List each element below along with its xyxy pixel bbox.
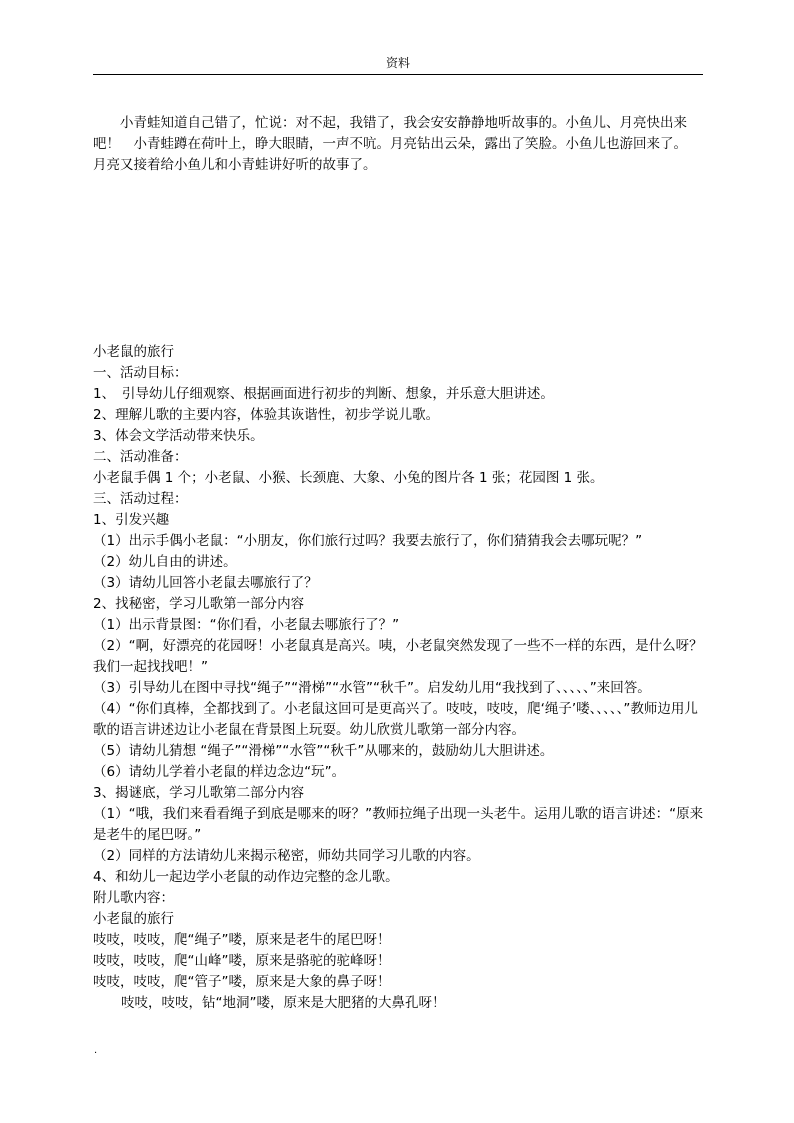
document-body xyxy=(93,113,705,1014)
lesson-line: （2）同样的方法请幼儿来揭示秘密，师幼共同学习儿歌的内容。 xyxy=(93,848,480,864)
page-header xyxy=(93,56,703,75)
lesson-line: （3）请幼儿回答小老鼠去哪旅行了？ xyxy=(93,575,318,591)
lesson-line: 1、引发兴趣 xyxy=(93,512,170,528)
lesson-line: （1）出示背景图：“你们看，小老鼠去哪旅行了？” xyxy=(93,617,400,633)
lesson-line: 小老鼠手偶 1 个；小老鼠、小猴、长颈鹿、大象、小兔的图片各 1 张；花园图 1 张。 xyxy=(93,470,604,486)
story-paragraph-2: 月亮又接着给小鱼儿和小青蛙讲好听的故事了。 xyxy=(93,157,377,173)
lesson-line: 2、找秘密，学习儿歌第一部分内容 xyxy=(93,596,305,612)
lesson-line: 2、理解儿歌的主要内容，体验其诙谐性，初步学说儿歌。 xyxy=(93,407,440,423)
lesson-line: 1、 引导幼儿仔细观察、根据画面进行初步的判断、想象，并乐意大胆讲述。 xyxy=(93,386,554,402)
lesson-line: （5）请幼儿猜想 “绳子”“滑梯”“水管”“秋千”从哪来的，鼓励幼儿大胆讲述。 xyxy=(93,743,554,759)
footer-mark: . xyxy=(94,1045,98,1056)
lesson-line: 3、揭谜底，学习儿歌第二部分内容 xyxy=(93,785,305,801)
lesson-line: 附儿歌内容： xyxy=(93,890,174,906)
lesson-line: 三、活动过程： xyxy=(93,491,188,507)
lesson-line: （6）请幼儿学着小老鼠的样边念边“玩”。 xyxy=(93,764,346,780)
lesson-line: （4）“你们真棒，全都找到了。小老鼠这回可是更高兴了。吱吱，吱吱，爬‘绳子’喽、、、、、”教师边用儿歌的语言讲述边让小老鼠在背景图上玩耍。幼儿欣赏儿歌第一部分内容。 xyxy=(93,701,698,738)
lesson-line: 吱吱，吱吱，爬“管子”喽，原来是大象的鼻子呀！ xyxy=(93,974,391,990)
header-title: 资料 xyxy=(385,56,410,70)
lesson-line: 4、和幼儿一起边学小老鼠的动作边完整的念儿歌。 xyxy=(93,869,399,885)
lesson-line: 吱吱，吱吱，爬“绳子”喽，原来是老牛的尾巴呀！ xyxy=(93,932,391,948)
lesson-line: 一、活动目标： xyxy=(93,365,188,381)
lesson-line: （3）引导幼儿在图中寻找“绳子”“滑梯”“水管”“秋千”。启发幼儿用“我找到了、、、、、”来回答。 xyxy=(93,680,651,696)
lesson-line: （2）幼儿自由的讲述。 xyxy=(93,554,237,570)
lesson-line: （1）出示手偶小老鼠：“小朋友，你们旅行过吗？我要去旅行了，你们猜猜我会去哪玩呢？” xyxy=(93,533,643,549)
story-paragraph-1: 小青蛙知道自己错了，忙说：对不起，我错了，我会安安静静地听故事的。小鱼儿、月亮快出来吧！ 小青蛙蹲在荷叶上，睁大眼睛，一声不吭。月亮钻出云朵，露出了笑脸。小鱼儿也游回来了。 xyxy=(93,115,687,152)
lesson-line: 3、体会文学活动带来快乐。 xyxy=(93,428,264,444)
lesson-line: 吱吱，吱吱，爬“山峰”喽，原来是骆驼的驼峰呀！ xyxy=(93,953,391,969)
lesson-line: （1）“哦，我们来看看绳子到底是哪来的呀？”教师拉绳子出现一头老牛。运用儿歌的语言讲述：“原来是老牛的尾巴呀。” xyxy=(93,806,704,843)
lesson-lines xyxy=(93,363,705,993)
blank-gap xyxy=(93,176,705,342)
lesson-line: 二、活动准备： xyxy=(93,449,188,465)
lesson-line: 小老鼠的旅行 xyxy=(93,911,174,927)
poem-last-line: 吱吱，吱吱，钻“地洞”喽，原来是大肥猪的大鼻孔呀！ xyxy=(121,995,446,1011)
lesson-title: 小老鼠的旅行 xyxy=(93,344,174,360)
lesson-line: （2）“啊，好漂亮的花园呀！小老鼠真是高兴。咦，小老鼠突然发现了一些不一样的东西，是什么呀？我们一起找找吧！” xyxy=(93,638,703,675)
